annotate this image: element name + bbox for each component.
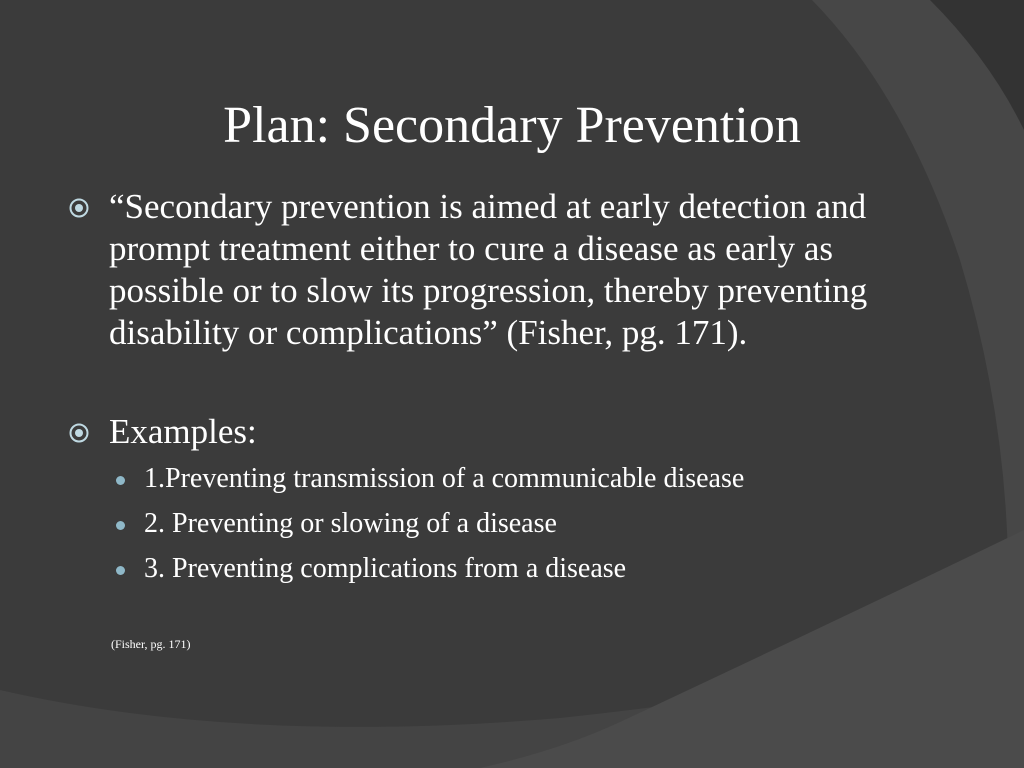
circled-dot-bullet-icon [68, 422, 90, 444]
dot-bullet-icon [116, 566, 125, 575]
bullet-quote-text: “Secondary prevention is aimed at early detection and prompt treatment either to cure a disease as early as possible or to slow its progression, thereby preventing disability or complications” (Fisher, pg. 171). [109, 187, 868, 352]
dot-bullet-icon [116, 476, 125, 485]
citation: (Fisher, pg. 171) [111, 637, 191, 651]
sub-bullet-text: 1.Preventing transmission of a communicable disease [144, 463, 745, 494]
bullet-examples-text: Examples: [109, 412, 257, 451]
dot-bullet-icon [116, 521, 125, 530]
sub-bullet-text: 3. Preventing complications from a disease [144, 553, 627, 584]
slide-title: Plan: Secondary Prevention [223, 97, 801, 154]
sub-bullet-text: 2. Preventing or slowing of a disease [144, 508, 557, 539]
circled-dot-bullet-icon [68, 197, 90, 219]
